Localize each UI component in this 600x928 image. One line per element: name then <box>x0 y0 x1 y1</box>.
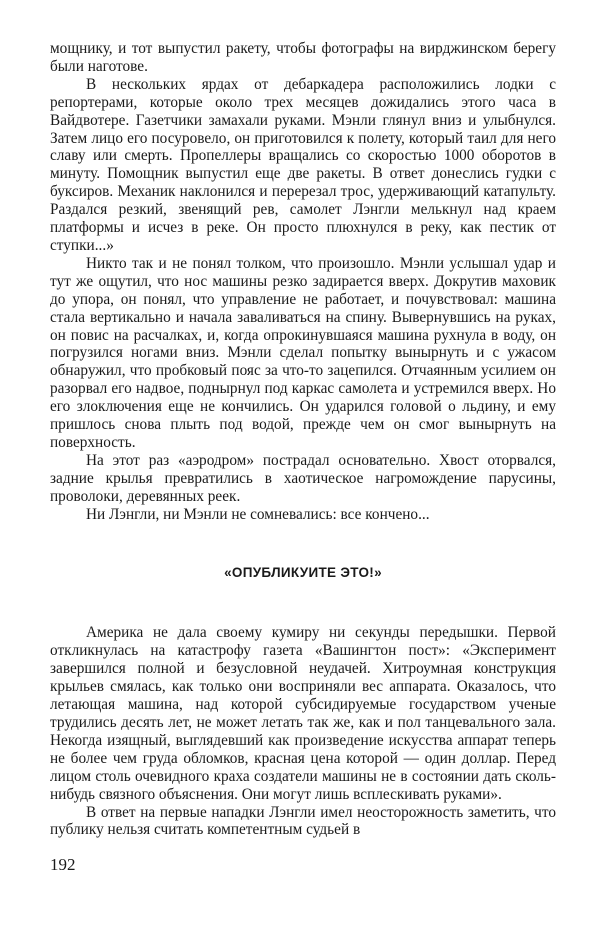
page-number: 192 <box>50 855 76 874</box>
section-heading: «ОПУБЛИКУИТЕ ЭТО!» <box>224 565 382 581</box>
paragraph-reporters: В нескольких ярдах от дебаркадера расположились лодки с репортерами, которые около трех месяцев дожидались этого часа в Вайдвотере. Газетчики замахали руками. Мэнли глянул вниз и улыбнулся. Затем лицо его посуровело, он приготовился к полету, который таил для него славу или смерть. Пропеллеры вращались со скоростью 1000 оборотов в минуту. Помощник выпустил еще две ракеты. В ответ донеслись гудки с буксиров. Механик наклонился и перерезал трос, удерживающий катапульту. Раздался резкий, звенящий рев, самолет Лэнгли мелькнул над краем платформы и исчез в реке. Он просто плюхнулся в реку, как пестик от ступки...» <box>50 75 556 254</box>
paragraph-washington-post: Америка не дала своему кумиру ни секунды передышки. Первой откликнулась на катастрофу газета «Вашингтон пост»: «Эксперимент завершился полной и безусловной неудачей. Хитроумная конструкция крыльев смялась, как только они восприняли вес аппарата. Оказалось, что летающая машина, над которой субсидируемые государством ученые трудились десять лет, не может летать так же, как и пол танцевального зала. Некогда изящный, выглядевший как произведение искусства аппарат теперь не более чем груда обломков, красная цена которой — один доллар. Перед лицом столь очевидного краха создатели машины не в состоянии дать сколь-нибудь связного объяснения. Они могут лишь всплескивать руками». <box>50 624 556 803</box>
paragraph-langley-response: В ответ на первые нападки Лэнгли имел неосторожность заметить, что публику нельзя считать компетентным судьей в <box>50 803 556 839</box>
paragraph-all-over: Ни Лэнгли, ни Мэнли не сомневались: все кончено... <box>86 505 430 523</box>
page-body <box>50 40 556 839</box>
paragraph-continuation: мощнику, и тот выпустил ракету, чтобы фотографы на вирджинском берегу были наготове. <box>50 40 556 75</box>
paragraph-crash: Никто так и не понял толком, что произошло. Мэнли услышал удар и тут же ощутил, что нос машины резко задирается вверх. Докрутив маховик до упора, он понял, что управление не работает, и почувствовал: машина стала вертикально и начала заваливаться на спину. Вывернувшись на руках, он повис на расчалках, и, когда опрокинувшаяся машина рухнула в воду, он погрузился ногами вниз. Мэнли сделал попытку вынырнуть и с ужасом обнаружил, что пробковый пояс за что-то зацепился. Отчаянным усилием он разорвал его надвое, поднырнул под каркас самолета и устремился вверх. Но его злоключения еще не кончились. Он ударился головой о льдину, и ему пришлось снова плыть под водой, прежде чем он смог вынырнуть на поверхность. <box>50 254 556 451</box>
paragraph-aerodrome-damage: На этот раз «аэродром» пострадал основательно. Хвост оторвался, задние крылья превратились в хаотическое нагромождение парусины, проволоки, деревянных реек. <box>50 451 556 505</box>
